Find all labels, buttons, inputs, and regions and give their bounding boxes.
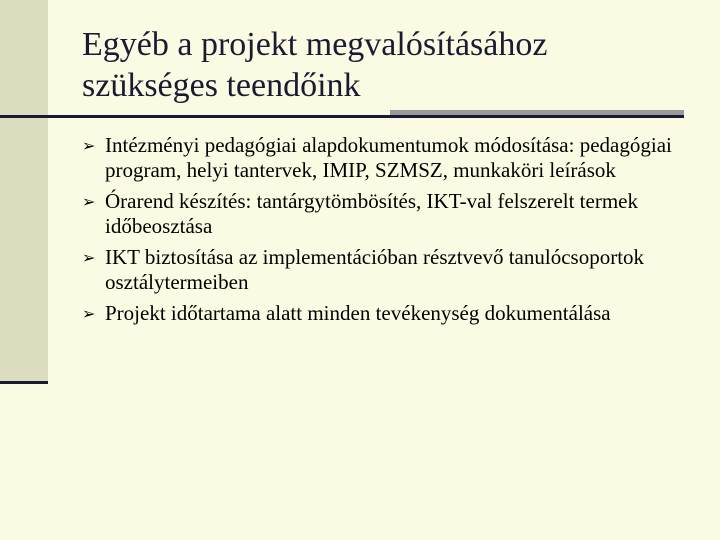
list-item [82, 301, 682, 326]
title-rule [0, 115, 684, 118]
slide-title-line-2: szükséges teendőink [82, 67, 361, 104]
list-item-text: Intézményi pedagógiai alapdokumentumok módosítása: pedagógiai program, helyi tantervek, IMIP, SZMSZ, munkaköri leírások [105, 133, 672, 182]
arrowhead-bullet-icon: ➢ [82, 192, 96, 211]
side-band [0, 0, 48, 384]
arrowhead-bullet-icon: ➢ [82, 136, 96, 155]
bullet-list [82, 133, 682, 332]
slide-title-line-1: Egyéb a projekt megvalósításához [82, 26, 548, 63]
arrowhead-bullet-icon: ➢ [82, 248, 96, 267]
list-item-text: IKT biztosítása az implementációban résztvevő tanulócsoportok osztálytermeiben [105, 245, 645, 294]
side-band-divider [0, 381, 48, 384]
list-item [82, 133, 682, 183]
list-item-text: Órarend készítés: tantárgytömbösítés, IKT-val felszerelt termek időbeosztása [105, 189, 638, 238]
list-item [82, 189, 682, 239]
list-item-text: Projekt időtartama alatt minden tevékenység dokumentálása [105, 301, 611, 325]
slide-title [82, 24, 682, 106]
arrowhead-bullet-icon: ➢ [82, 304, 96, 323]
list-item [82, 245, 682, 295]
